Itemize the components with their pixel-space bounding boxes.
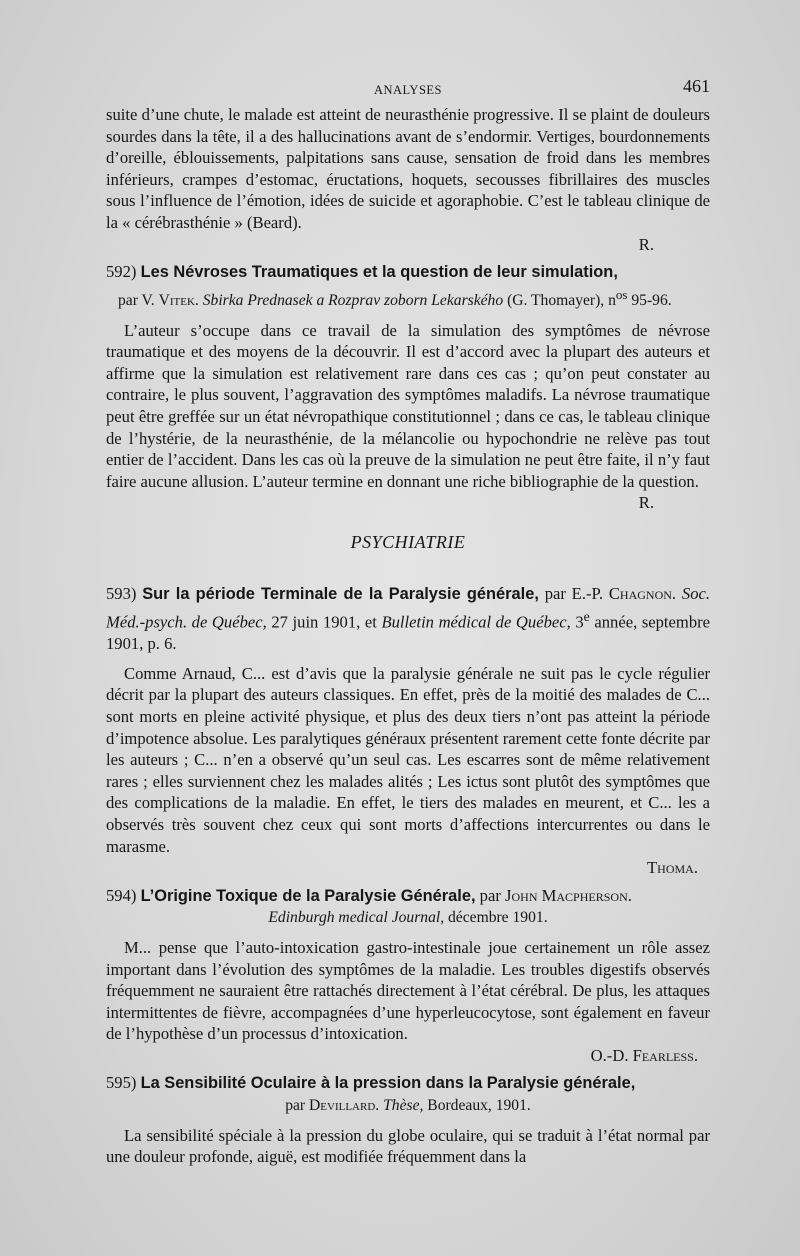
entry-594-body: M... pense que l’auto-intoxication gastro-intestinale joue certainement un rôle assez important dans l’évolution des symptômes de la maladie. Les troubles digestifs observés fréquemment ne sauraient être rattachés directement à l’état cérébral. De plus, les attaques intermittentes de fièvre, accompagnées d’une hyperleucocytose, sont également en faveur de l’hypothèse d’un processus d’intoxication. [106,937,710,1044]
entry-593-signature: Thoma. [647,858,698,878]
entry-595-title: La Sensibilité Oculaire à la pression dans la Paralysie générale, [140,1074,636,1093]
entry-593 [106,583,710,878]
entry-593-number: 593) [106,584,137,604]
continuation-paragraph: suite d’une chute, le malade est atteint de neurasthénie progressive. Il se plaint de douleurs sourdes dans la tête, il a des hallucinations avant de s’endormir. Vertiges, bourdonnements d’oreille, éblouissements, palpitations sans cause, sensation de froid dans les membres inférieurs, crampes d’estomac, éructations, hoquets, secousses fibrillaires des muscles sous l’influence de l’émotion, idées de suicide et agoraphobie. C’est le tableau clinique de la « cérébrasthénie » (Beard). [106,105,710,232]
entry-592-sep: . [194,291,199,309]
entry-592-journal: Sbirka Prednasek a Rozprav zoborn Lekarského [202,291,504,309]
page-content [106,74,710,1168]
page-header [106,74,710,104]
entry-592-citation [106,284,710,312]
entry-592-author: Vitek [158,291,195,309]
entry-594-date: décembre 1901. [444,909,548,927]
entry-595-sep: . [375,1097,380,1115]
entry-592-number: 592) [106,262,137,282]
entry-594-signature: O.-D. Fearless. [590,1045,698,1065]
entry-594-heading [106,885,710,908]
running-head: ANALYSES [373,83,443,97]
entry-595-author: Devillard [309,1097,376,1115]
entry-595-journal: Thèse, [383,1097,424,1115]
entry-593-sep: . [671,584,677,604]
page-number: 461 [683,76,710,96]
entry-593-date: 27 juin 1901, et [266,612,382,632]
entry-593-sup: e [583,609,590,625]
entry-593-edition: 3 [570,612,584,632]
entry-595-body: La sensibilité spéciale à la pression du globe oculaire, qui se traduit à l’état normal par une douleur profonde, aiguë, est modifiée fréquemment dans la [106,1125,710,1167]
entry-592-signature: R. [638,493,654,513]
entry-593-body: Comme Arnaud, C... est d’avis que la paralysie générale ne suit pas le cycle régulier décrit par la plupart des auteurs classiques. En effet, près de la moitié des malades de C... sont morts en pleine activité physique, et plus des deux tiers n’ont pas atteint la période d’impotence absolue. Les paralytiques généraux présentent rarement cette fonte décrite par les auteurs ; C... n’en a observé qu’un seul cas. Les escarres sont de même relativement rares ; elles surviennent chez les malades alités ; Les ictus sont plutôt des symptômes que des complications de la maladie. En effet, le tiers des malades en meurent, et C... les a observés très souvent chez ceux qui sont morts d’affections intercurrentes ou dans le marasme. [106,663,711,856]
entry-595 [106,1072,710,1167]
entry-594-author: John Macpherson [505,885,628,905]
entry-593-title: Sur la période Terminale de la Paralysie générale, [142,585,539,604]
entry-592-by: par V. [118,291,155,309]
entry-595-heading [106,1072,710,1095]
entry-592-rest: (G. Thomayer), n [507,291,616,309]
entry-593-by: par E.-P. [544,584,604,604]
entry-592-pages: 95-96. [627,291,672,309]
entry-594-by: par [479,885,501,905]
entry-593-author: Chagnon [608,584,672,604]
entry-595-by: par [285,1097,306,1115]
entry-592-title: Les Névroses Traumatiques et la question de leur simulation, [140,263,618,282]
entry-593-heading [106,583,710,654]
entry-595-date: Bordeaux, 1901. [423,1097,531,1115]
entry-594-sep: . [627,885,632,905]
entry-592-sup: os [615,286,628,302]
section-title: PSYCHIATRIE [350,531,466,552]
entry-593-rest: année, septembre 1901, p. 6. [106,612,711,654]
entry-593-journal: Soc. Méd.-psych. de Québec, [106,584,710,632]
entry-594-citation [106,907,710,929]
entry-592-heading [106,261,710,284]
entry-594-number: 594) [106,885,137,905]
entry-592-body: L’auteur s’occupe dans ce travail de la simulation des symptômes de névrose traumatique et des moyens de la découvrir. Il est d’accord avec la plupart des auteurs et affirme que la simulation est relativement rare dans ces cas ; qu’on peut constater au contraire, le plus souvent, l’aggravation des symptômes maladifs. La névrose traumatique peut être greffée sur un état névropathique constitutionnel ; dans ce cas, le tableau clinique de l’hystérie, de la neurasthénie, de la mélancolie ou hypochondrie ne relève pas tout entier de l’accident. Dans les cas où la preuve de la simulation ne peut être faite, il n’y faut faire aucune allusion. L’auteur termine en donnant une riche bibliographie de la question. [106,320,710,491]
entry-594-title: L’Origine Toxique de la Paralysie Générale, [140,886,476,905]
entry-592 [106,261,710,514]
entry-595-number: 595) [106,1073,137,1093]
entry-594-journal: Edinburgh medical Journal, [268,909,445,927]
entry-595-citation [106,1095,710,1117]
entry-594 [106,885,710,1067]
continuation-signature: R. [638,234,654,254]
entry-593-journal2: Bulletin médical de Québec, [381,612,571,632]
